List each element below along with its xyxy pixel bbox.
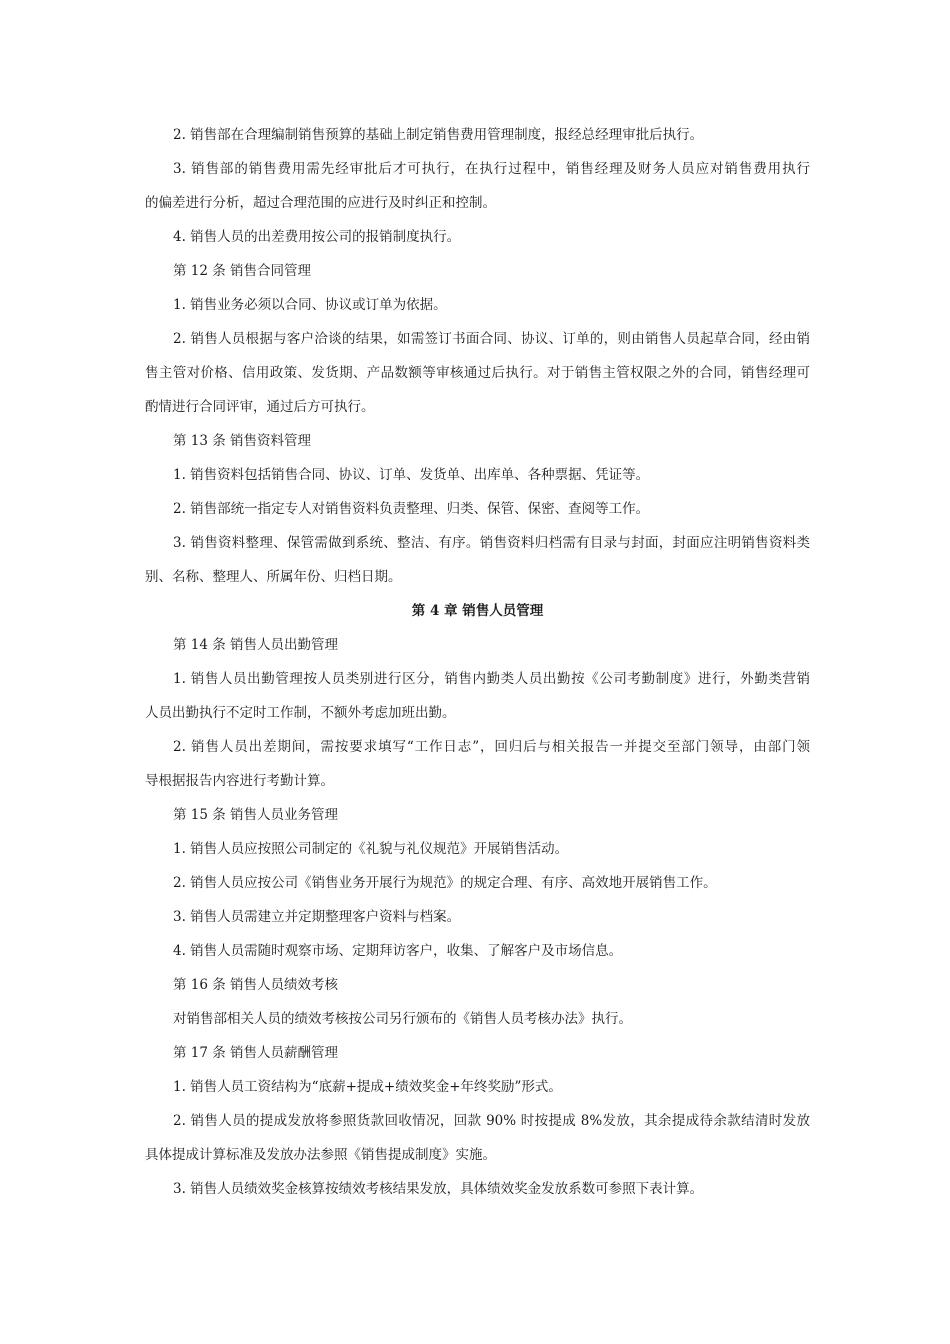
chapter-heading: 第 4 章 销售人员管理 [411, 603, 544, 619]
article-title: 第 15 条 销售人员业务管理 [173, 807, 339, 823]
paragraph-line: 4. 销售人员的出差费用按公司的报销制度执行。 [173, 229, 461, 245]
paragraph-line: 的偏差进行分析，超过合理范围的应进行及时纠正和控制。 [145, 195, 496, 211]
paragraph-line: 2. 销售人员出差期间，需按要求填写“工作日志”，回归后与相关报告一并提交至部门领导，由部门领 [173, 739, 810, 755]
paragraph-line: 2. 销售人员的提成发放将参照货款回收情况，回款 90% 时按提成 8%发放，其余提成待余款结清时发放 [173, 1113, 810, 1129]
paragraph-line: 售主管对价格、信用政策、发货期、产品数额等审核通过后执行。对于销售主管权限之外的合同，销售经理可 [145, 365, 810, 381]
article-title: 第 14 条 销售人员出勤管理 [173, 637, 339, 653]
article-title: 第 13 条 销售资料管理 [173, 433, 312, 449]
article-title: 第 16 条 销售人员绩效考核 [173, 977, 339, 993]
paragraph-line: 1. 销售资料包括销售合同、协议、订单、发货单、出库单、各种票据、凭证等。 [173, 467, 650, 483]
paragraph-line: 3. 销售人员绩效奖金核算按绩效考核结果发放，具体绩效奖金发放系数可参照下表计算。 [173, 1181, 704, 1197]
paragraph-line: 3. 销售人员需建立并定期整理客户资料与档案。 [173, 909, 461, 925]
paragraph-line: 别、名称、整理人、所属年份、归档日期。 [145, 569, 402, 585]
paragraph-line: 1. 销售人员出勤管理按人员类别进行区分，销售内勤类人员出勤按《公司考勤制度》进行，外勤类营销 [173, 671, 810, 687]
article-title: 第 17 条 销售人员薪酬管理 [173, 1045, 339, 1061]
paragraph-line: 人员出勤执行不定时工作制，不额外考虑加班出勤。 [145, 705, 456, 721]
paragraph-line: 导根据报告内容进行考勤计算。 [145, 773, 334, 789]
paragraph-line: 2. 销售人员根据与客户洽谈的结果，如需签订书面合同、协议、订单的，则由销售人员起草合同，经由销 [173, 331, 810, 347]
paragraph-line: 1. 销售人员应按照公司制定的《礼貌与礼仪规范》开展销售活动。 [173, 841, 569, 857]
paragraph-line: 2. 销售部统一指定专人对销售资料负责整理、归类、保管、保密、查阅等工作。 [173, 501, 650, 517]
paragraph-line: 对销售部相关人员的绩效考核按公司另行颁布的《销售人员考核办法》执行。 [173, 1011, 632, 1027]
paragraph-line: 3. 销售部的销售费用需先经审批后才可执行，在执行过程中，销售经理及财务人员应对销售费用执行 [173, 161, 810, 177]
paragraph-line: 3. 销售资料整理、保管需做到系统、整洁、有序。销售资料归档需有目录与封面，封面应注明销售资料类 [173, 535, 810, 551]
paragraph-line: 1. 销售人员工资结构为“底薪+提成+绩效奖金+年终奖励”形式。 [173, 1079, 562, 1095]
document-body [145, 118, 810, 1206]
article-title: 第 12 条 销售合同管理 [173, 263, 312, 279]
paragraph-line: 4. 销售人员需随时观察市场、定期拜访客户，收集、了解客户及市场信息。 [173, 943, 623, 959]
paragraph-line: 2. 销售人员应按公司《销售业务开展行为规范》的规定合理、有序、高效地开展销售工作。 [173, 875, 717, 891]
paragraph-line: 具体提成计算标准及发放办法参照《销售提成制度》实施。 [145, 1147, 496, 1163]
paragraph-line: 1. 销售业务必须以合同、协议或订单为依据。 [173, 297, 447, 313]
paragraph-line: 2. 销售部在合理编制销售预算的基础上制定销售费用管理制度，报经总经理审批后执行。 [173, 127, 704, 143]
paragraph-line: 酌情进行合同评审，通过后方可执行。 [145, 399, 375, 415]
